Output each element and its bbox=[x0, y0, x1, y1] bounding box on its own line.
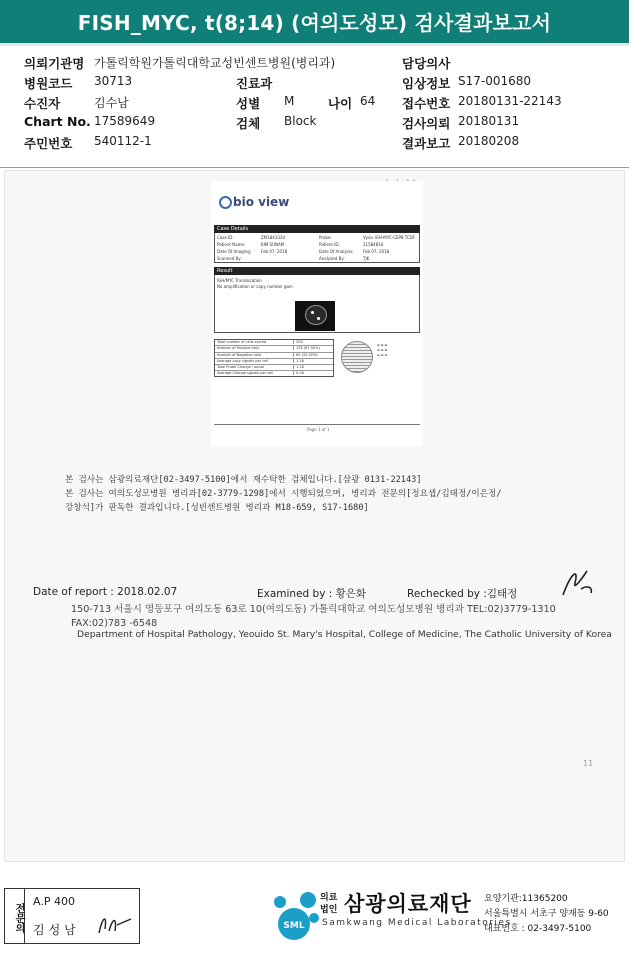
result-line: No amplification or copy number gain bbox=[217, 284, 293, 289]
case-field-key: Probe: bbox=[319, 235, 332, 240]
sex-value: M bbox=[284, 94, 295, 108]
hospital-code-value: 30713 bbox=[94, 74, 133, 88]
case-field-value: ZM1843334 bbox=[261, 235, 286, 240]
report-date-label: 결과보고 bbox=[402, 136, 451, 151]
receipt-no-label: 접수번호 bbox=[402, 96, 451, 111]
physician-label: 담당의사 bbox=[402, 56, 451, 71]
age-value: 64 bbox=[360, 94, 376, 108]
specialist-stamp bbox=[4, 888, 140, 944]
note-line: 본 검사는 삼광의료재단[02-3497-5100]에서 재수탁한 검체입니다.[삼광 0131-22143] bbox=[65, 475, 422, 485]
report-title: FISH_MYC, t(8;14) (여의도성모) 검사결과보고서 bbox=[77, 11, 552, 35]
case-field-value: Feb 07, 2018 bbox=[261, 249, 288, 254]
result-box bbox=[214, 275, 420, 333]
case-field-key: Patient Name: bbox=[217, 242, 246, 247]
stats-row: Number of Negative cells 65 (32.50%) bbox=[215, 353, 333, 359]
resident-no-label: 주민번호 bbox=[24, 136, 73, 151]
stats-row: Total number of cells scored 200 bbox=[215, 340, 333, 346]
institution-label: 의뢰기관명 bbox=[24, 56, 85, 71]
cell-stats-table bbox=[214, 339, 334, 377]
department-label: 진료과 bbox=[236, 76, 273, 91]
lab-english-name: Samkwang Medical Laboratories bbox=[322, 918, 512, 928]
lab-contact bbox=[484, 892, 609, 937]
stats-row: Average copy signals per cell 1.26 bbox=[215, 359, 333, 365]
result-header: Result bbox=[214, 267, 420, 275]
age-label: 나이 bbox=[328, 96, 353, 111]
embedded-footer-divider bbox=[214, 424, 420, 425]
clinical-info-label: 임상정보 bbox=[402, 76, 451, 91]
stats-row: Average Change signals per cell 0.06 bbox=[215, 371, 333, 377]
case-field-key: Date Of Imaging: bbox=[217, 249, 252, 254]
footer-strip bbox=[0, 880, 629, 953]
case-field-key: Date Of Analysis: bbox=[319, 249, 354, 254]
stats-row: Number of Positive cells 135 (67.50%) bbox=[215, 346, 333, 352]
chart-no-value: 17589649 bbox=[94, 114, 156, 128]
case-field-key: Patient ID: bbox=[319, 242, 340, 247]
scanned-report-area bbox=[4, 170, 625, 862]
signal-spot bbox=[311, 311, 314, 314]
signal-pie-graphic bbox=[341, 341, 373, 373]
embedded-page-label: Page 1 of 1 bbox=[307, 427, 330, 432]
institution-value: 가톨릭학원가톨릭대학교성빈센트병원(병리과) bbox=[94, 56, 336, 70]
lab-contact-line: 서울특별시 서초구 양재동 9-60 bbox=[484, 909, 609, 919]
embedded-fish-report bbox=[211, 181, 423, 446]
date-of-report: Date of report : 2018.02.07 bbox=[33, 586, 178, 598]
case-field-value: Feb 07, 2018 bbox=[363, 249, 390, 254]
case-details-header: Case Details bbox=[214, 225, 420, 233]
hospital-department: Department of Hospital Pathology, Yeouido St. Mary's Hospital, College of Medicine, The Catholic University of Korea bbox=[77, 629, 612, 640]
lab-contact-line: 요양기관:11365200 bbox=[484, 894, 568, 904]
signature-scribble-icon bbox=[557, 563, 597, 601]
receipt-no-value: 20180131-22143 bbox=[458, 94, 562, 108]
patient-info-panel bbox=[0, 50, 629, 168]
resident-no-value: 540112-1 bbox=[94, 134, 152, 148]
result-line: IGH/MYC Translocation bbox=[217, 278, 262, 283]
case-field-value: TJK bbox=[363, 256, 370, 261]
case-field-value: 21584816 bbox=[363, 242, 384, 247]
case-field-value: Vysis IGH-MYC-CEP8 TCDF bbox=[363, 235, 416, 240]
case-field-key: Analyzed By: bbox=[319, 256, 345, 261]
hospital-code-label: 병원코드 bbox=[24, 76, 73, 91]
signal-spot bbox=[317, 317, 320, 320]
examined-by: Examined by : 황은화 bbox=[257, 588, 367, 600]
hospital-address: 150-713 서울시 영등포구 여의도동 63로 10(여의도동) 가톨릭대학교 여의도성모병원 병리과 TEL:02)3779-1310 FAX:02)783 -6548 bbox=[71, 604, 556, 629]
rechecked-by: Rechecked by :김태정 bbox=[407, 588, 518, 600]
report-date-value: 20180208 bbox=[458, 134, 520, 148]
lab-contact-line: 대표번호 : 02-3497-5100 bbox=[484, 924, 592, 934]
patient-label: 수진자 bbox=[24, 96, 61, 111]
stamp-side-label: 전문의 bbox=[5, 889, 25, 943]
specimen-value: Block bbox=[284, 114, 317, 128]
report-title-bar bbox=[0, 0, 629, 46]
clinical-info-value: S17-001680 bbox=[458, 74, 532, 88]
case-field-value: KIM SUNAM bbox=[261, 242, 285, 247]
case-field-key: Scanned By: bbox=[217, 256, 242, 261]
note-line: 강창석]가 판독한 결과입니다.[성빈센트병원 병리과 M18-659, S17-1680] bbox=[65, 503, 369, 513]
pie-legend-lines: ▬ ▬ ▬ ▬ ▬ ▬ ▬ ▬ ▬ bbox=[377, 343, 388, 357]
specimen-label: 검체 bbox=[236, 116, 261, 131]
stats-row: Total Probe Change / equal 1.18 bbox=[215, 365, 333, 371]
note-line: 본 검사는 여의도성모병원 병리과[02-3779-1298]에서 시행되었으며, 병리과 전문의[정요셉/김태정/이은정/ bbox=[65, 489, 502, 499]
lab-prefix: 의료 법인 bbox=[320, 893, 338, 915]
request-date-value: 20180131 bbox=[458, 114, 520, 128]
page-mark: 11 bbox=[583, 759, 594, 768]
stamp-signature-icon bbox=[95, 911, 135, 937]
stamp-name: 김성남 bbox=[33, 923, 80, 937]
svg-text:SML: SML bbox=[283, 921, 305, 931]
cell-nucleus bbox=[305, 305, 327, 325]
case-field-key: Case ID: bbox=[217, 235, 234, 240]
sex-label: 성별 bbox=[236, 96, 261, 111]
patient-value: 김수남 bbox=[94, 96, 129, 110]
bioview-logo-icon bbox=[219, 196, 232, 209]
chart-no-label: Chart No. bbox=[24, 114, 91, 129]
stamp-ap-number: A.P 400 bbox=[33, 895, 75, 908]
case-details-table bbox=[214, 233, 420, 263]
fish-cell-image bbox=[295, 301, 335, 331]
lab-name: 삼광의료재단 bbox=[344, 892, 472, 916]
bioview-logo: bio view bbox=[219, 195, 289, 209]
request-date-label: 검사의뢰 bbox=[402, 116, 451, 131]
sml-logo-icon bbox=[272, 888, 324, 944]
